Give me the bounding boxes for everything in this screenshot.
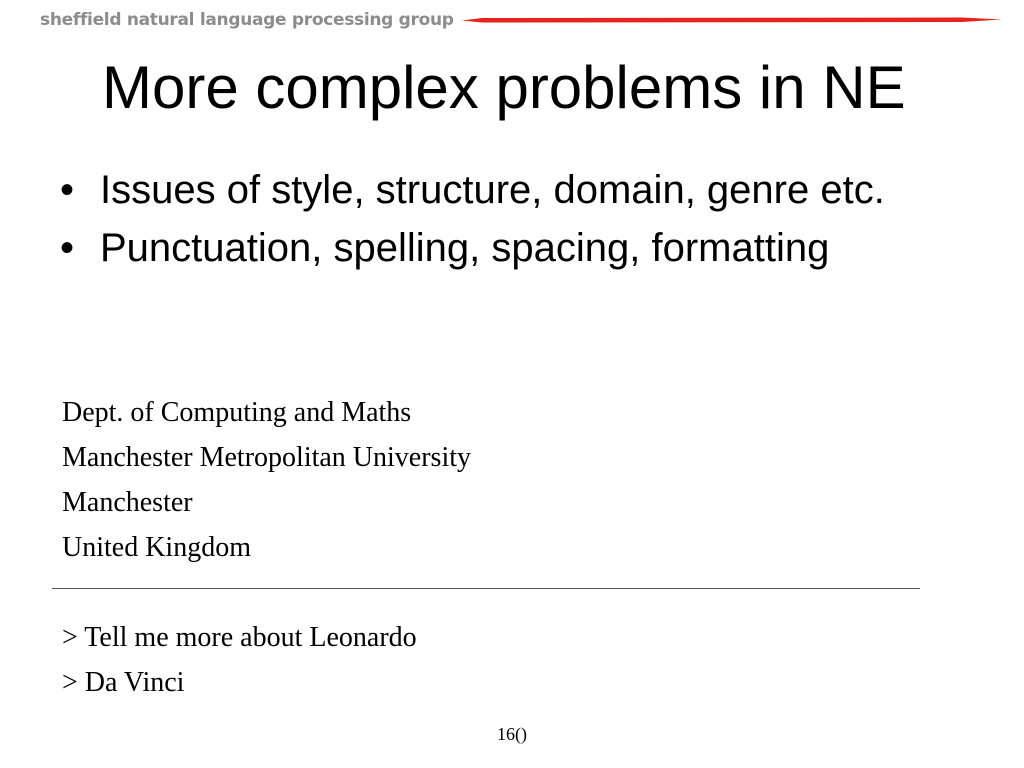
address-line: Dept. of Computing and Maths bbox=[62, 397, 412, 428]
accent-rule-shape bbox=[462, 18, 1002, 23]
horizontal-divider bbox=[52, 588, 920, 589]
bullet-text: Issues of style, structure, domain, genre etc. bbox=[100, 168, 885, 212]
group-logo: sheffield natural language processing group bbox=[40, 10, 454, 30]
bullet-item bbox=[60, 224, 960, 272]
conversation-line: > Da Vinci bbox=[62, 667, 185, 698]
bullet-marker: • bbox=[60, 226, 75, 270]
conversation-block bbox=[62, 615, 417, 705]
conversation-line: > Tell me more about Leonardo bbox=[62, 622, 417, 653]
bullet-text: Punctuation, spelling, spacing, formatting bbox=[100, 226, 830, 270]
header-accent-rule bbox=[462, 17, 1002, 23]
address-line: Manchester bbox=[62, 487, 193, 518]
bullet-marker: • bbox=[60, 168, 75, 212]
address-block bbox=[62, 390, 471, 570]
page-number: 16() bbox=[497, 724, 527, 744]
slide-title: More complex problems in NE bbox=[102, 54, 906, 121]
bullet-list bbox=[60, 166, 960, 282]
address-line: United Kingdom bbox=[62, 532, 251, 563]
address-line: Manchester Metropolitan University bbox=[62, 442, 472, 473]
bullet-item bbox=[60, 166, 960, 214]
